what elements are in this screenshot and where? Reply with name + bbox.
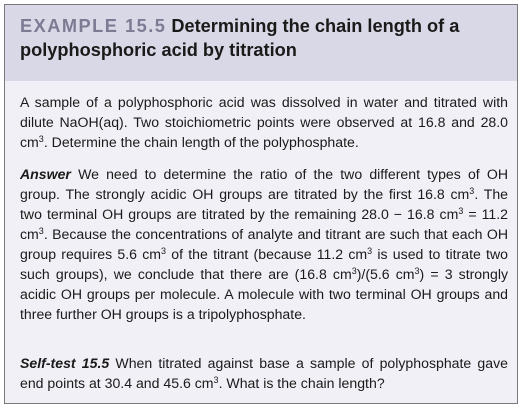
text-segment: ) = 3 strongly acidic OH groups per molecule. A molecule with two terminal OH groups and three further OH groups is a tripolyphosphate. xyxy=(20,266,508,322)
text-segment: is used to titrate two such groups), we conclude that there are (16.8 cm xyxy=(20,246,508,282)
example-label: EXAMPLE 15.5 xyxy=(20,16,167,36)
example-title: Determining the chain length of a polyphosphoric acid by titration xyxy=(20,16,460,60)
superscript: 3 xyxy=(351,266,357,276)
text-segment: . Because the concentrations of analyte and titrant are such that each OH group requires 5.6 cm xyxy=(20,226,508,262)
example-header xyxy=(5,5,517,81)
answer-label: Answer xyxy=(20,166,71,182)
text-segment: of the titrant (because 11.2 cm xyxy=(166,246,368,262)
superscript: 3 xyxy=(38,134,44,144)
superscript: 3 xyxy=(161,246,167,256)
example-box xyxy=(4,4,518,404)
text-segment: A sample of a polyphosphoric acid was dissolved in water and titrated with dilute NaOH(aq). Two stoichiometric points were observed at 16.8 and 28.0 cm xyxy=(20,94,508,150)
text-segment: We need to determine the ratio of the two different types of OH group. The strongly acidic OH groups are titrated by the first 16.8 cm xyxy=(20,166,508,202)
text-segment: = 11.2 cm xyxy=(20,206,508,242)
superscript: 3 xyxy=(458,206,464,216)
superscript: 3 xyxy=(213,375,219,385)
example-heading xyxy=(20,14,505,62)
superscript: 3 xyxy=(367,246,373,256)
text-segment: . What is the chain length? xyxy=(218,375,385,391)
selftest-label: Self-test 15.5 xyxy=(20,355,110,371)
text-segment: )/(5.6 cm xyxy=(356,266,415,282)
text-segment: . The two terminal OH groups are titrated by the remaining 28.0 − 16.8 cm xyxy=(20,186,508,222)
selftest-paragraph xyxy=(20,353,508,393)
text-segment: When titrated against base a sample of polyphosphate gave end points at 30.4 and 45.6 cm xyxy=(20,355,508,391)
problem-paragraph xyxy=(20,92,508,152)
superscript: 3 xyxy=(469,186,475,196)
superscript: 3 xyxy=(414,266,420,276)
text-segment: . Determine the chain length of the polyphosphate. xyxy=(43,134,359,150)
superscript: 3 xyxy=(38,226,44,236)
answer-paragraph xyxy=(20,164,508,324)
